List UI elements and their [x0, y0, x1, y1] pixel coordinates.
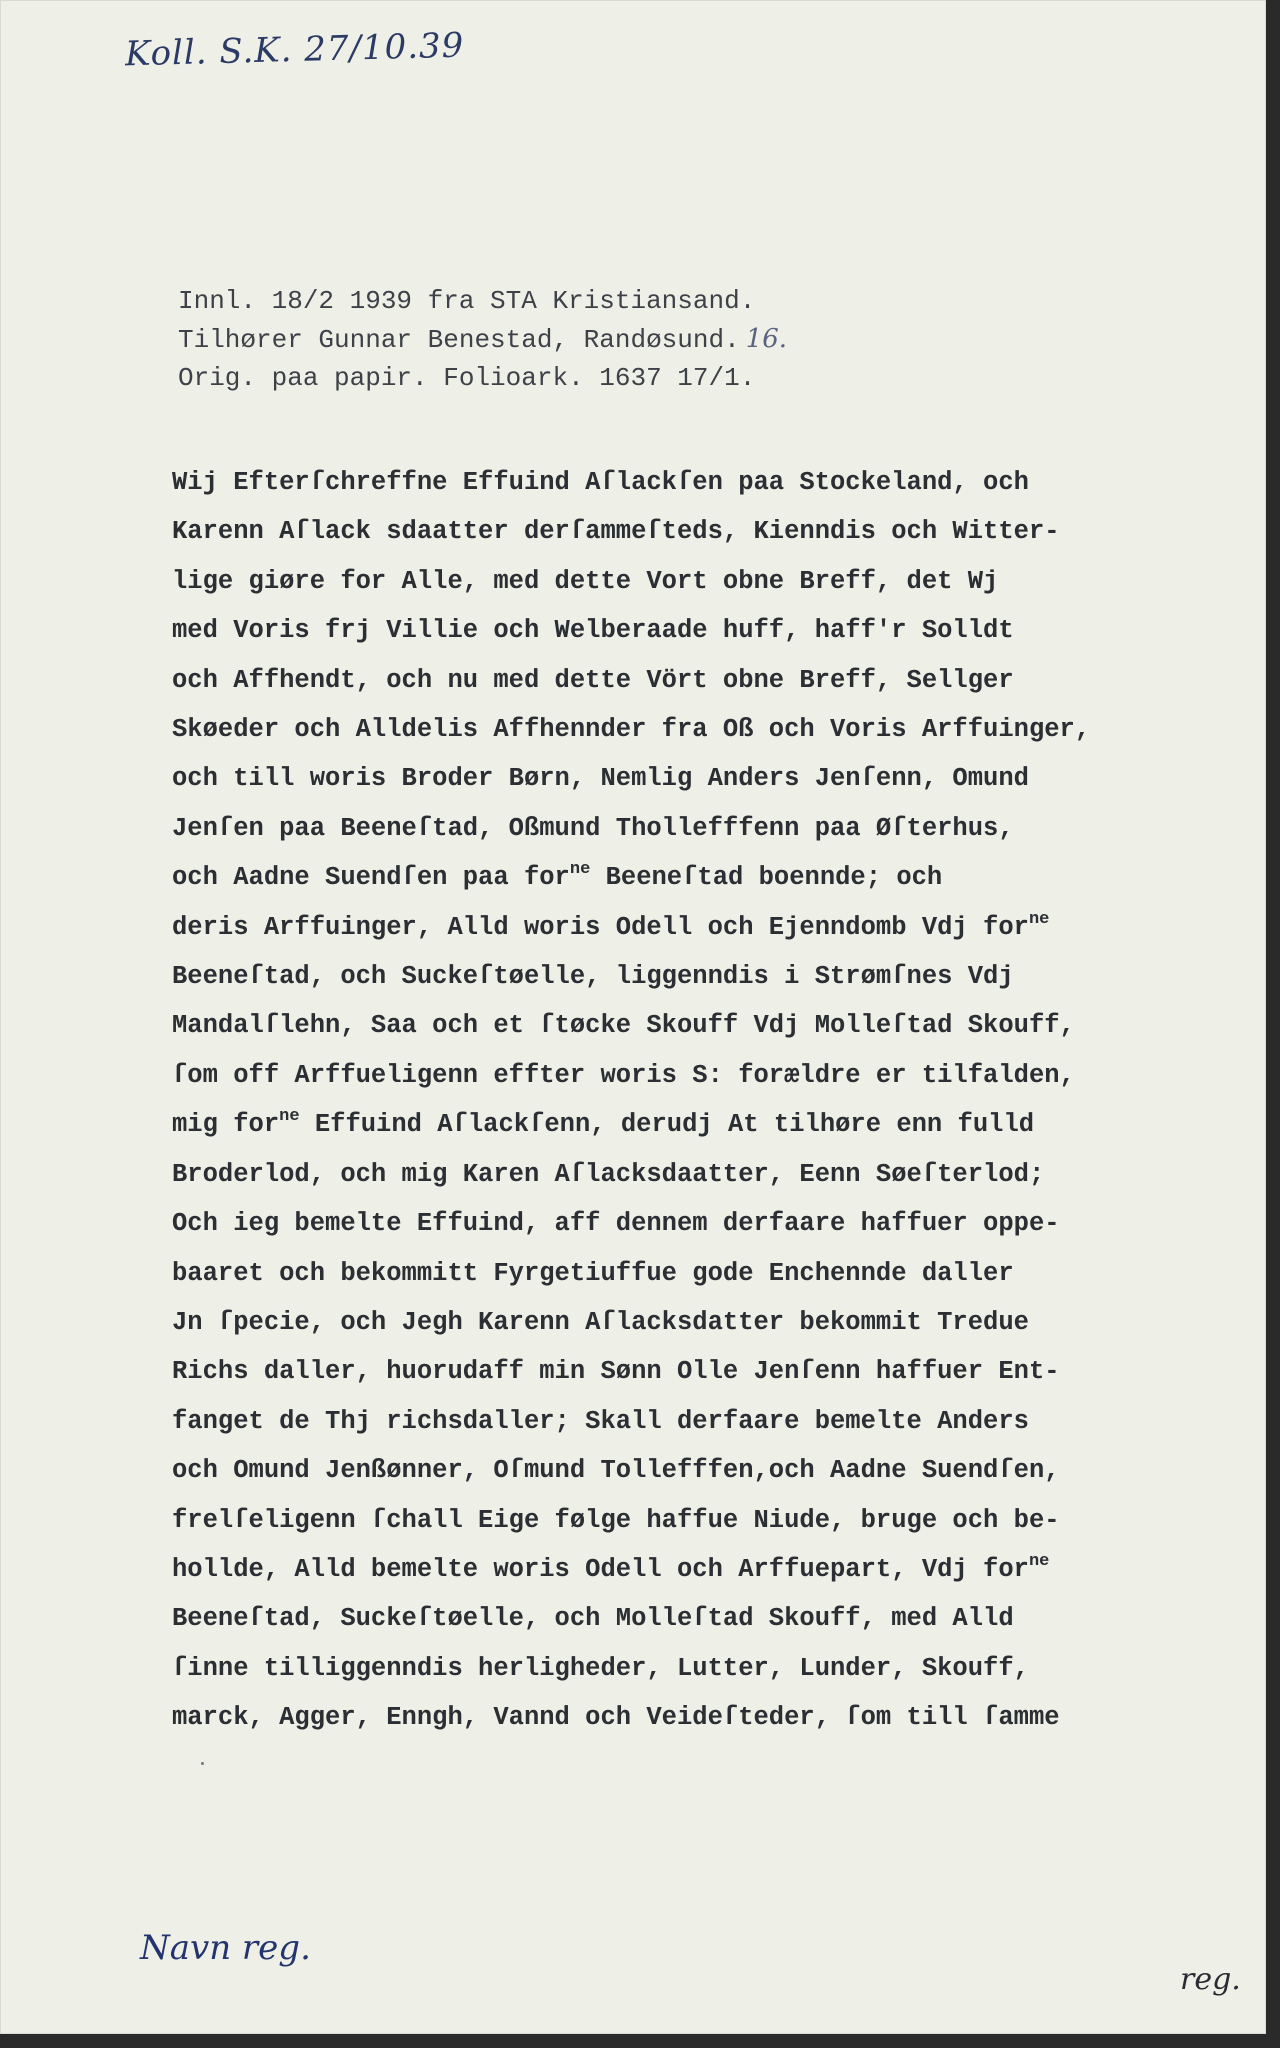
header-line-2 [178, 320, 787, 359]
body-line-9 [172, 853, 1072, 902]
body-line-23-text: hollde, Alld bemelte woris Odell och Arffuepart, Vdj for [172, 1554, 1029, 1584]
superscript-ne: ne [279, 1107, 300, 1127]
body-line-6: Skøeder och Alldelis Affhennder fra Oß och Voris Arffuinger, [172, 715, 1091, 745]
body-line-11: Beeneſtad, och Suckeſtøelle, liggenndis i Strømſnes Vdj [172, 962, 1014, 992]
superscript-ne: ne [569, 860, 591, 880]
body-line-10-text: deris Arffuinger, Alld woris Odell och Ejenndomb Vdj for [172, 912, 1029, 942]
superscript-ne: ne [1028, 909, 1050, 929]
paper-speck [201, 1762, 204, 1765]
body-line-10 [172, 903, 1072, 952]
transcription-body [172, 458, 1091, 1743]
body-line-25: ſinne tilliggenndis herligheder, Lutter, Lunder, Skouff, [172, 1653, 1029, 1683]
body-line-9-end: Beeneſtad boennde; och [590, 863, 943, 893]
body-line-5: och Affhendt, och nu med dette Vört obne Breff, Sellger [172, 665, 1014, 695]
body-line-15: Broderlod, och mig Karen Aſlacksdaatter, Eenn Søeſterlod; [172, 1159, 1045, 1189]
body-line-26: marck, Agger, Enngh, Vannd och Veideſteder, ſom till ſamme [172, 1703, 1060, 1733]
body-line-13: ſom off Arffueligenn effter woris S: forældre er tilfalden, [172, 1060, 1075, 1090]
body-line-3: lige giøre for Alle, med dette Vort obne Breff, det Wj [172, 566, 999, 596]
body-line-2: Karenn Aſlack sdaatter derſammeſteds, Kienndis och Witter- [172, 517, 1060, 547]
handwritten-name-register-note: Navn reg. [140, 1928, 311, 1968]
body-line-14-start: mig for [172, 1110, 280, 1140]
body-line-22: frelſeligenn ſchall Eige følge haffue Niude, bruge och be- [172, 1505, 1060, 1535]
body-line-7: och till woris Broder Børn, Nemlig Anders Jenſenn, Omund [172, 764, 1029, 794]
body-line-12: Mandalſlehn, Saa och et ſtøcke Skouff Vdj Molleſtad Skouff, [172, 1011, 1075, 1041]
body-line-18: Jn ſpecie, och Jegh Karenn Aſlacksdatter bekommit Tredue [172, 1307, 1029, 1337]
catalog-header [178, 282, 787, 397]
header-owner-text: Tilhører Gunnar Benestad, Randøsund. [178, 325, 740, 355]
body-line-9-start: och Aadne Suendſen paa for [172, 863, 570, 893]
superscript-ne: ne [1028, 1551, 1050, 1571]
handwritten-archive-reference: Koll. S.K. 27/10.39 [124, 25, 465, 75]
body-line-8: Jenſen paa Beeneſtad, Oßmund Thollefffenn paa Øſterhus, [172, 813, 1014, 843]
body-line-17: baaret och bekommitt Fyrgetiuffue gode Enchennde daller [172, 1258, 1014, 1288]
body-line-14 [172, 1100, 1072, 1149]
body-line-21: och Omund Jenßønner, Oſmund Tollefffen,och Aadne Suendſen, [172, 1456, 1060, 1486]
body-line-24: Beeneſtad, Suckeſtøelle, och Molleſtad Skouff, med Alld [172, 1604, 1014, 1634]
body-line-19: Richs daller, huorudaff min Sønn Olle Jenſenn haffuer Ent- [172, 1357, 1060, 1387]
header-handwritten-note: 16. [745, 324, 788, 354]
body-line-1: Wij Efterſchreffne Effuind Aſlackſen paa Stockeland, och [172, 468, 1029, 497]
body-line-20: fanget de Thj richsdaller; Skall derfaare bemelte Anders [172, 1406, 1029, 1436]
body-line-16: Och ieg bemelte Effuind, aff dennem derfaare haffuer oppe- [172, 1209, 1060, 1239]
header-line-1: Innl. 18/2 1939 fra STA Kristiansand. [178, 286, 756, 316]
body-line-14-end: Effuind Aſlackſenn, derudj At tilhøre enn fulld [299, 1110, 1035, 1140]
body-line-4: med Voris frj Villie och Welberaade huff, haff'r Solldt [172, 616, 1014, 646]
header-line-3: Orig. paa papir. Folioark. 1637 17/1. [178, 363, 756, 393]
body-line-23 [172, 1545, 1072, 1594]
handwritten-register-mark: reg. [1180, 1962, 1241, 1997]
